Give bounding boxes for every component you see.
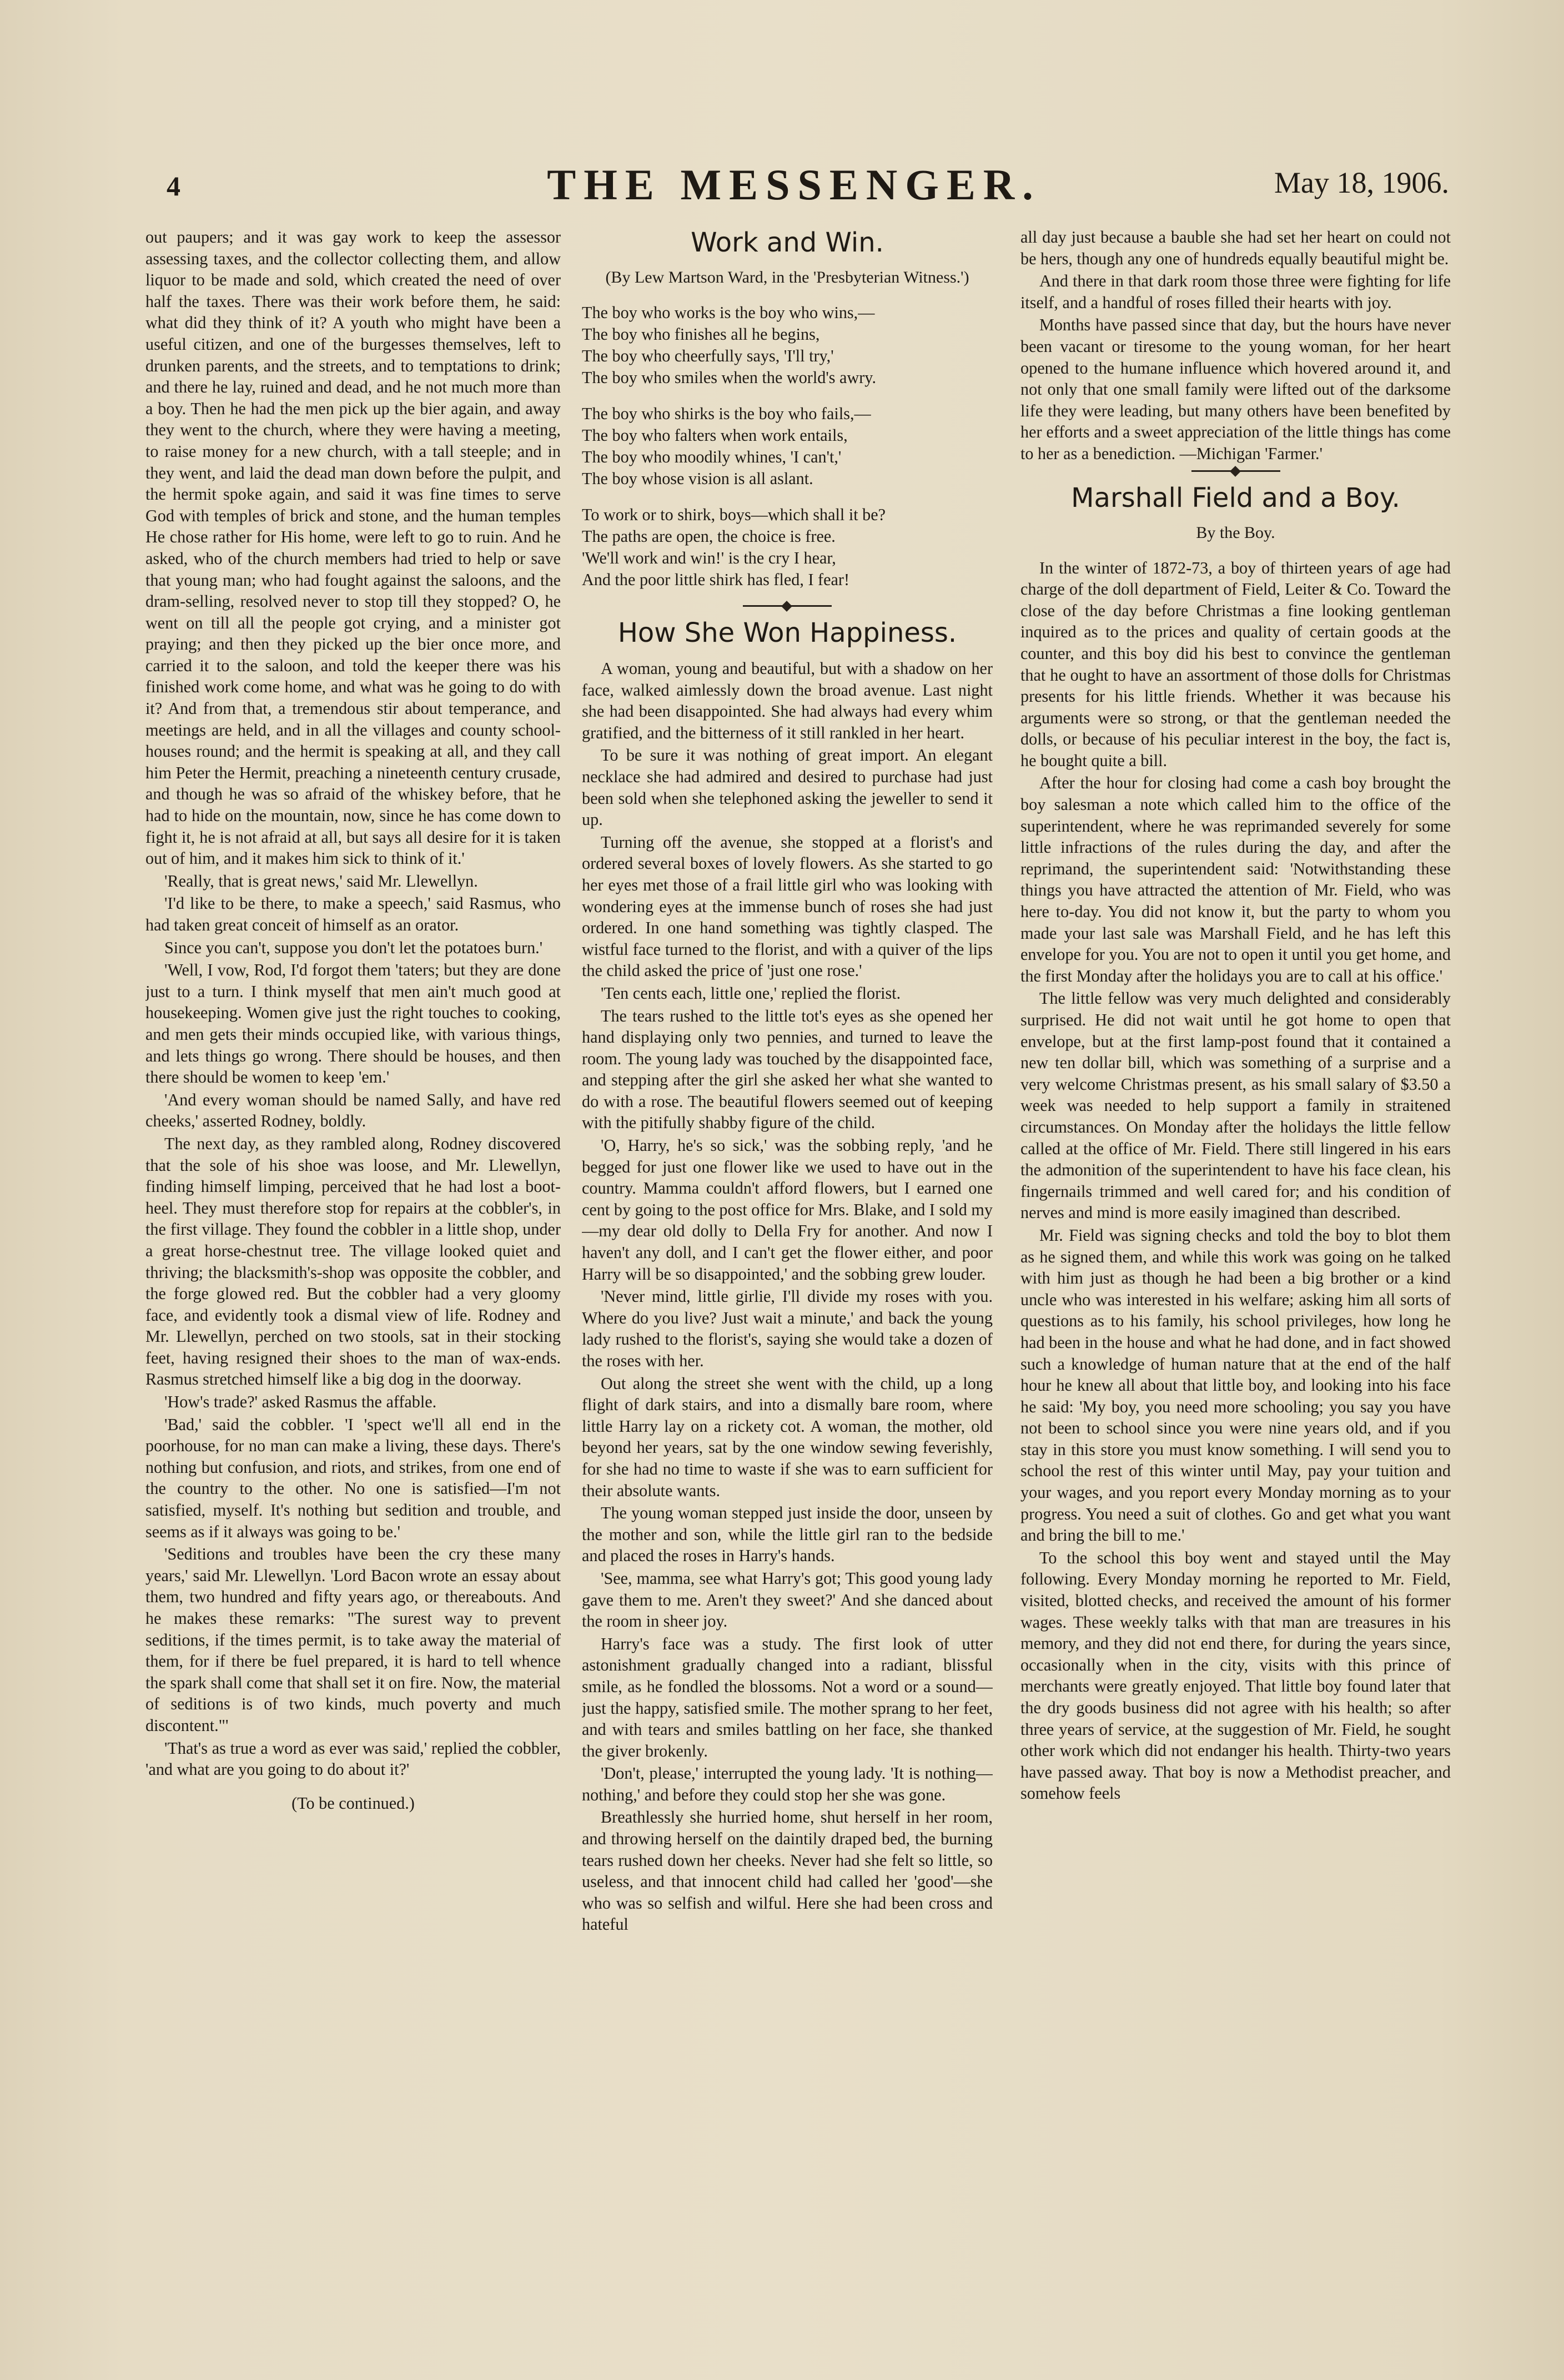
paragraph: all day just because a bauble she had set her heart on could not be hers, though any one of hundreds equally beautiful might be. — [1020, 228, 1451, 268]
poem-line: The boy who cheerfully says, 'I'll try,' — [582, 346, 834, 365]
column-2 — [582, 227, 993, 2281]
paragraph: Harry's face was a study. The first look of utter astonishment gradually changed into a radiant, blissful smile, as he fondled the blossoms. Not a word or a sound—just the happy, satisfied smile. The mother sprang to her feet, and with tears and smiles battling on her face, she thanked the giver brokenly. — [582, 1634, 993, 1760]
poem-stanza — [582, 302, 993, 389]
poem-line: 'We'll work and win!' is the cry I hear, — [582, 549, 836, 567]
poem-stanza — [582, 403, 993, 490]
poem-line: The boy who falters when work entails, — [582, 426, 848, 445]
newspaper-title: THE MESSENGER. — [547, 160, 1041, 209]
paragraph: 'That's as true a word as ever was said,' replied the cobbler, 'and what are you going to do about it?' — [145, 1738, 561, 1779]
paragraph: Mr. Field was signing checks and told the boy to blot them as he signed them, and while this work was going on he talked with him just as though he had been a big brother or a kind uncle who was interested in his welfare; asking him all sorts of questions as to his family, his school privileges, how long he had been in the house and what he had done, and in fact showed such a knowledge of human nature that at the end of the half hour he knew all about that little boy, and looking into his face he said: 'My boy, you need more schooling; you say you have not been to school since you were nine years old, and if you stay in this store you must know something. I will send you to school the rest of this winter until May, pay your tuition and your wages, and you report every Monday morning as to your progress. You need a suit of clothes. Go and get what you want and bring the bill to me.' — [1020, 1225, 1451, 1545]
paragraph: 'Seditions and troubles have been the cry these many years,' said Mr. Llewellyn. 'Lord Bacon wrote an essay about them, two hundred and fifty years ago, or thereabouts. And he makes these remarks: "The surest way to prevent seditions, if the times permit, is to take away the material of them, for if there be fuel prepared, it is hard to tell whence the spark shall come that shall set it on fire. Now, the material of seditions is of two kinds, much poverty and much discontent."' — [145, 1544, 561, 1735]
divider-ornament — [743, 605, 832, 607]
paragraph: 'Never mind, little girlie, I'll divide my roses with you. Where do you live? Just wait a minute,' and back the young lady rushed to the florist's, saying she would take a dozen of the roses with her. — [582, 1287, 993, 1370]
to-be-continued: (To be continued.) — [291, 1793, 415, 1813]
poem-title: Work and Win. — [691, 227, 884, 258]
paragraph: 'See, mamma, see what Harry's got; This good young lady gave them to me. Aren't they sweet?' And she danced about the room in sheer joy. — [582, 1568, 993, 1631]
paragraph: Months have passed since that day, but the hours have never been vacant or tiresome to the young woman, for her heart opened to the humane influence which hovered around it, and not only that one small family were lifted out of the darksome life they were leading, but many others have been benefited by her efforts and a sweet appreciation of the little things has come to her as a benediction. —Michigan 'Farmer.' — [1020, 315, 1451, 463]
paragraph: out paupers; and it was gay work to keep the assessor assessing taxes, and the collector collecting them, and allow liquor to be made and sold, which created the need of over half the taxes. There was their work before them, he said: what did they think of it? A youth who might have been a useful citizen, and one of the burgesses themselves, left to drunken parents, and the streets, and to temptations to drink; and there he lay, ruined and dead, and he not much more than a boy. Then he had the men pick up the bier again, and away they went to the church, where they were having a meeting, to raise money for a new church, with a tall steeple; and in they went, and laid the dead man down before the pulpit, and the hermit spoke again, and said it was fine times to serve God with temples of brick and stone, and the human temples He chose rather for His home, were left to go to ruin. And he asked, who of the church members had tried to help or save that young man; who had fought against the saloons, and the dram-selling, resolved never to stop till they stopped? O, he went on till all the people got crying, and a minister got praying; and then they picked up the bier once more, and carried it to the saloon, and told the keeper there was his finished work come home, and what was he going to do with it? And from that, a tremendous stir about temperance, and meetings are held, and in all the villages and county school-houses round; and the hermit is speaking at all, and they call him Peter the Hermit, preaching a nineteenth century crusade, and though he was so afraid of the whiskey before, that he had to hide on the mountain, now, since he has come down to fight it, he is not afraid at all, but says all desire for it is taken out of him, and it makes him sick to think of it.' — [145, 228, 561, 868]
paragraph: 'Ten cents each, little one,' replied the florist. — [601, 983, 901, 1003]
column-1 — [145, 227, 561, 2281]
paragraph: The little fellow was very much delighted and considerably surprised. He did not wait until he got home to open that envelope, but at the first lamp-post found that it contained a new ten dollar bill, which was something of a surprise and a very welcome Christmas present, as his small salary of $3.50 a week was needed to help support a family in straitened circumstances. On Monday after the holidays the little fellow called at the office of Mr. Field. There still lingered in his ears the admonition of the superintendent to have his face clean, his fingernails trimmed and well cared for; and his condition of nerves and mind is more easily imagined than described. — [1020, 989, 1451, 1222]
paragraph: And there in that dark room those three were fighting for life itself, and a handful of roses filled their hearts with joy. — [1020, 271, 1451, 312]
paragraph: 'I'd like to be there, to make a speech,' said Rasmus, who had taken great conceit of himself as an orator. — [145, 894, 561, 934]
paragraph: 'And every woman should be named Sally, and have red cheeks,' asserted Rodney, boldly. — [145, 1090, 561, 1131]
paragraph: 'O, Harry, he's so sick,' was the sobbing reply, 'and he begged for just one flower like we used to have out in the country. Mamma couldn't afford flowers, but I earned one cent by going to the post office for Mrs. Blake, and I sold my—my dear old dolly to Della Fry for another. And now I haven't any doll, and I can't get the flower either, and poor Harry will be so disappointed,' and the sobbing grew louder. — [582, 1136, 993, 1284]
paragraph: 'Bad,' said the cobbler. 'I 'spect we'll all end in the poorhouse, for no man can make a living, these days. There's nothing but confusion, and riots, and strikes, from one end of the country to the other. No one is satisfied—I'm not satisfied, myself. It's nothing but sedition and trouble, and seems as if it always was going to be.' — [145, 1415, 561, 1541]
story-title: Marshall Field and a Boy. — [1071, 482, 1400, 514]
paragraph: A woman, young and beautiful, but with a shadow on her face, walked aimlessly down the broad avenue. Last night she had been disappointed. She had always had every whim gratified, and the bitterness of it still rankled in her heart. — [582, 659, 993, 742]
paragraph: Out along the street she went with the child, up a long flight of dark stairs, and into a dismally bare room, where little Harry lay on a rickety cot. A woman, the mother, old beyond her years, sat by the one window sewing feverishly, for she had no time to waste if she was to earn sufficient for their absolute wants. — [582, 1373, 993, 1500]
paragraph: 'Well, I vow, Rod, I'd forgot them 'taters; but they are done just to a turn. I think myself that men ain't much good at housekeeping. Women give just the right touches to cooking, and men gets their minds occupied like, with various things, and lets things go wrong. There should be houses, and then there should be women to keep 'em.' — [145, 960, 561, 1087]
poem-line: The boy who finishes all he begins, — [582, 325, 820, 344]
paragraph: The tears rushed to the little tot's eyes as she opened her hand displaying only two pennies, and turned to leave the room. The young lady was touched by the disappointed face, and stepping after the girl she asked her what she wanted to do with a rose. The beautiful flowers seemed out of keeping with the pitifully shabby figure of the child. — [582, 1006, 993, 1133]
poem-line: The paths are open, the choice is free. — [582, 527, 836, 546]
paragraph: Turning off the avenue, she stopped at a florist's and ordered several boxes of lovely flowers. As she started to go her eyes met those of a frail little girl who was looking with wondering eyes at the immense bunch of roses she had just ordered. In one hand something was tightly clasped. The wistful face turned to the florist, and with a quiver of the lips the child asked the price of 'just one rose.' — [582, 832, 993, 980]
paragraph: Since you can't, suppose you don't let the potatoes burn.' — [164, 938, 543, 957]
paragraph: 'Don't, please,' interrupted the young lady. 'It is nothing—nothing,' and before they could stop her she was gone. — [582, 1764, 993, 1804]
poem-line: The boy who smiles when the world's awry. — [582, 368, 876, 387]
paragraph: The young woman stepped just inside the door, unseen by the mother and son, while the little girl ran to the bedside and placed the roses in Harry's hands. — [582, 1503, 993, 1566]
poem-line: The boy whose vision is all aslant. — [582, 469, 813, 488]
page-number: 4 — [167, 170, 180, 202]
issue-date: May 18, 1906. — [1274, 166, 1449, 199]
paragraph: In the winter of 1872-73, a boy of thirteen years of age had charge of the doll department of Field, Leiter & Co. Toward the close of the day before Christmas a fine looking gentleman inquired as to the prices and quality of certain goods at the counter, and this boy did his best to convince the gentleman that he ought to have an assortment of those dolls for Christmas presents for his little friends. Whether it was because his arguments were so strong, or that the gentleman needed the dolls, or because of his peculiar interest in the boy, the fact is, he bought quite a bill. — [1020, 558, 1451, 770]
story-byline: By the Boy. — [1196, 523, 1275, 542]
story-title: How She Won Happiness. — [617, 617, 957, 648]
poem-line: The boy who works is the boy who wins,— — [582, 303, 875, 322]
column-3 — [1020, 227, 1451, 2303]
paragraph: The next day, as they rambled along, Rodney discovered that the sole of his shoe was loose, and Mr. Llewellyn, finding himself limping, perceived that he had lost a boot-heel. They must therefore stop for repairs at the cobbler's, in the first village. They found the cobbler in a little shop, under a great horse-chestnut tree. The village looked quiet and thriving; the blacksmith's-shop was opposite the cobbler, and the forge glowed red. But the cobbler had a very gloomy face, and evidently took a dismal view of life. Rodney and Mr. Llewellyn, perched on two stools, sat in their stocking feet, having resigned their shoes to the man of wax-ends. Rasmus stretched himself like a big dog in the doorway. — [145, 1134, 561, 1389]
poem-stanza — [582, 504, 993, 591]
masthead — [167, 160, 1449, 215]
paragraph: To be sure it was nothing of great import. An elegant necklace she had admired and desired to purchase had just been sold when she telephoned asking the jeweller to send it up. — [582, 746, 993, 829]
poem-line: The boy who moodily whines, 'I can't,' — [582, 447, 842, 466]
divider-ornament — [1191, 470, 1280, 472]
paragraph: To the school this boy went and stayed until the May following. Every Monday morning he reported to Mr. Field, visited, blotted checks, and received the amount of his former wages. These weekly talks with that man are treasures in his memory, and they did not end there, for during the years since, occasionally when in the city, visits with this prince of merchants were greatly enjoyed. That little boy found later that the dry goods business did not agree with his health; so after three years of service, at the suggestion of Mr. Field, he sought other work which did not endanger his health. Thirty-two years have passed away. That boy is now a Methodist preacher, and somehow feels — [1020, 1548, 1451, 1803]
paragraph: After the hour for closing had come a cash boy brought the boy salesman a note which called him to the office of the superintendent, where he was reprimanded severely for some little infractions of the rules during the day, and after the reprimand, the superintendent said: 'Notwithstanding these things you have attracted the attention of Mr. Field, who was here to-day. You did not know it, but the party to whom you made your last sale was Marshall Field, and he has left this envelope for you. You are not to open it until you get home, and the first Monday after the holidays you are to call at his office.' — [1020, 773, 1451, 985]
paragraph: 'How's trade?' asked Rasmus the affable. — [164, 1392, 437, 1412]
poem-line: The boy who shirks is the boy who fails,— — [582, 404, 871, 423]
poem-line: To work or to shirk, boys—which shall it be? — [582, 505, 886, 524]
poem — [582, 302, 993, 591]
paragraph: 'Really, that is great news,' said Mr. Llewellyn. — [164, 871, 478, 890]
poem-byline: (By Lew Martson Ward, in the 'Presbyterian Witness.') — [605, 268, 969, 286]
poem-line: And the poor little shirk has fled, I fear! — [582, 570, 850, 589]
paragraph: Breathlessly she hurried home, shut herself in her room, and throwing herself on the daintily draped bed, the burning tears rushed down her cheeks. Never had she felt so little, so useless, and that innocent child had called her 'good'—she who was so selfish and wilful. Here she had been cross and hateful — [582, 1808, 993, 1934]
